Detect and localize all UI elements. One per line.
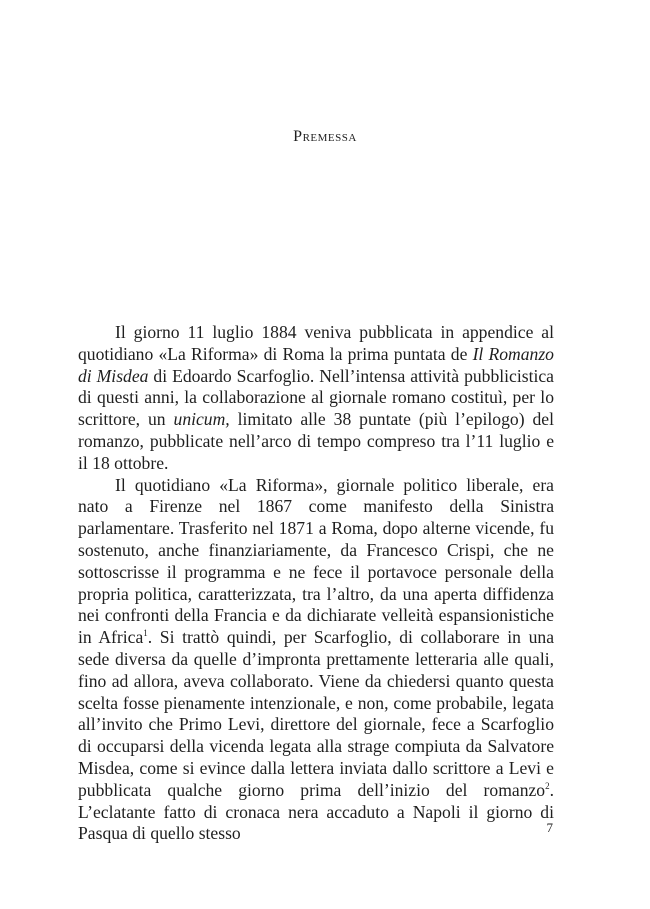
page-title: Premessa bbox=[293, 128, 357, 145]
text-span: Il quotidiano «La Riforma», giornale politico liberale, era nato a Firenze nel 1867 come manifesto della Sinistra parlamentare. Trasferito nel 1871 a Roma, dopo alterne vicende, fu sostenuto, anche finanziariamente, da Francesco Crispi, che ne sottoscrisse il programma e ne fece il portavoce personale della propria politica, caratterizzata, tra l’altro, da una aperta diffidenza nei confronti della Francia e da dichiarate velleità espansionistiche in Africa bbox=[78, 474, 554, 648]
text-span: di Edoardo Scarfoglio. Nell’intensa attività pubblicistica di questi anni, la collaborazione al giornale romano costituì, per lo scrittore, un bbox=[78, 365, 554, 430]
page-number: 7 bbox=[546, 820, 553, 835]
text-span: limitato alle 38 puntate (più l’epilogo) del romanzo, pubblicate nell’arco di tempo compreso tra l’11 luglio e il 18 ottobre. bbox=[78, 409, 554, 473]
footnote-marker[interactable]: 1 bbox=[143, 628, 148, 639]
text-span: . L’eclatante fatto di cronaca nera accaduto a Napoli il giorno di Pasqua di quello stesso bbox=[78, 779, 554, 844]
book-title-italic: Il Romanzo di Misdea bbox=[78, 343, 554, 386]
footnote-marker[interactable]: 2 bbox=[545, 780, 550, 791]
paragraph-1 bbox=[78, 322, 554, 475]
text-span: Il giorno 11 luglio 1884 veniva pubblicata in appendice al quotidiano «La Riforma» di Roma la prima puntata de bbox=[78, 322, 554, 364]
paragraph-2 bbox=[78, 475, 554, 846]
italic-term: unicum, bbox=[173, 409, 230, 430]
text-span: . Si trattò quindi, per Scarfoglio, di collaborare in una sede diversa da quelle d’impronta prettamente letteraria alle quali, fino ad allora, aveva collaborato. Viene da chiedersi quanto questa scelta fosse pienamente intenzionale, e non, come probabile, legata all’invito che Primo Levi, direttore del giornale, fece a Scarfoglio di occuparsi della vicenda legata alla strage compiuta da Salvatore Misdea, come si evince dalla lettera inviata dallo scrittore a Levi e pubblicata qualche giorno prima dell’inizio del romanzo bbox=[78, 627, 554, 800]
body-text bbox=[78, 322, 554, 845]
